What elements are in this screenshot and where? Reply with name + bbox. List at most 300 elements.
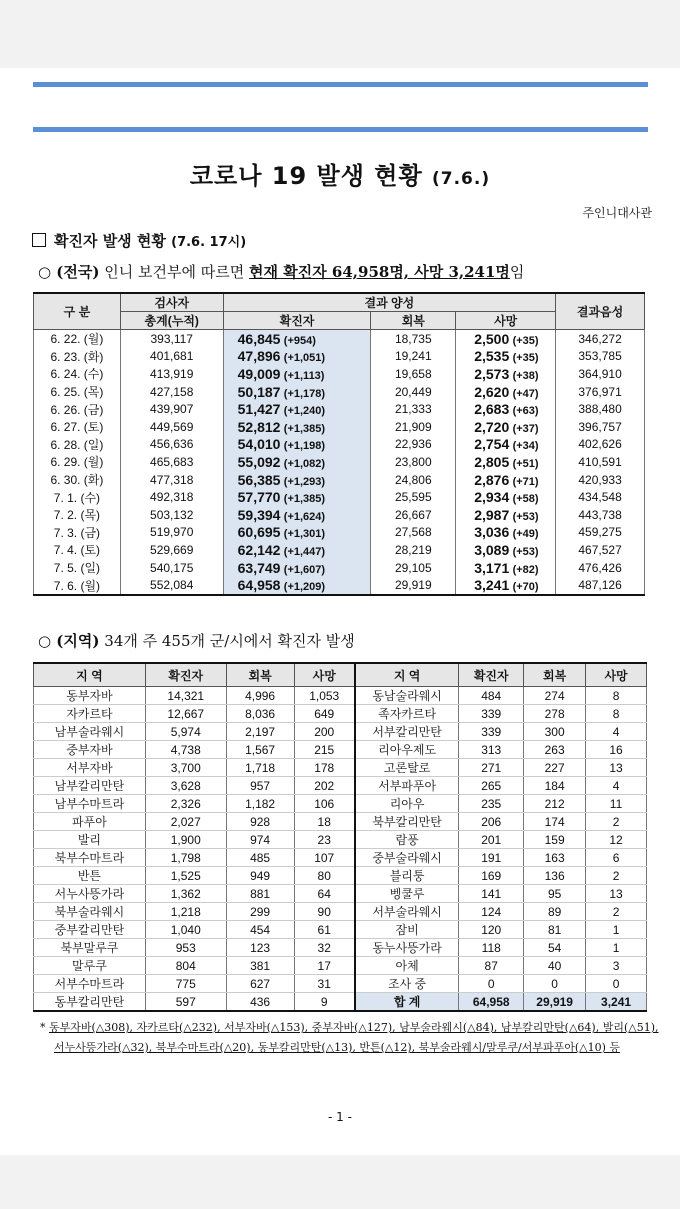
header-recovered-left: 회복 [226,663,294,687]
regional-row [34,759,647,777]
row-date: 6. 29. (월) [34,453,121,471]
row-tests: 492,318 [120,488,223,506]
row-deaths: 2,620 [474,383,510,400]
region-name: 아체 [355,957,459,975]
row-deaths: 2,934 [474,489,510,506]
row-confirmed-delta: (+1,178) [283,387,326,400]
row-confirmed-delta: (+1,447) [283,545,326,558]
region-confirmed: 953 [145,939,226,957]
region-deaths: 178 [294,759,355,777]
row-recovered: 29,105 [371,559,456,577]
top-accent-bar [33,82,648,87]
region-deaths: 64 [294,885,355,903]
region-confirmed: 141 [459,885,524,903]
region-recovered: 381 [226,957,294,975]
row-deaths-delta: (+38) [512,369,539,382]
row-deaths-delta: (+51) [512,457,539,470]
region-deaths: 17 [294,957,355,975]
title-date: (7.6.) [432,169,491,189]
row-confirmed: 52,812 [237,418,281,435]
region-recovered: 136 [524,867,586,885]
region-confirmed: 339 [459,705,524,723]
region-recovered: 8,036 [226,705,294,723]
row-date: 7. 3. (금) [34,524,121,542]
row-deaths: 3,036 [474,524,510,541]
row-confirmed-cell [223,471,371,489]
region-recovered: 1,567 [226,741,294,759]
region-deaths: 202 [294,777,355,795]
row-recovered: 23,800 [371,453,456,471]
row-confirmed: 60,695 [237,524,281,541]
row-deaths-cell [456,365,556,383]
row-confirmed-cell [223,348,371,366]
regional-row [34,831,647,849]
region-name: 동누사뜽가라 [355,939,459,957]
row-recovered: 27,568 [371,524,456,542]
row-confirmed-cell [223,559,371,577]
national-row [34,524,645,542]
total-confirmed: 64,958 [459,993,524,1012]
header-deaths-left: 사망 [294,663,355,687]
region-name: 리아우제도 [355,741,459,759]
region-name: 중부자바 [34,741,146,759]
national-row [34,471,645,489]
region-confirmed: 1,362 [145,885,226,903]
row-deaths-cell [456,330,556,348]
total-label: 합 계 [355,993,459,1012]
row-date: 6. 24. (수) [34,365,121,383]
region-name: 중부칼리만탄 [34,921,146,939]
row-deaths-cell [456,559,556,577]
row-deaths-cell [456,488,556,506]
row-deaths-cell [456,541,556,559]
row-confirmed: 50,187 [237,383,281,400]
row-confirmed-cell [223,418,371,436]
row-confirmed-delta: (+1,113) [283,369,325,382]
row-date: 7. 4. (토) [34,541,121,559]
row-confirmed-cell [223,506,371,524]
row-recovered: 25,595 [371,488,456,506]
row-negative: 443,738 [556,506,645,524]
national-highlight: 현재 확진자 64,958명, 사망 3,241명 [249,263,510,281]
region-recovered: 123 [226,939,294,957]
header-region-right: 지 역 [355,663,459,687]
page-title: 코로나 19 발생 현황 (7.6.) [189,162,491,190]
row-date: 6. 27. (토) [34,418,121,436]
row-confirmed: 59,394 [237,506,281,523]
region-name: 남부수마트라 [34,795,146,813]
region-recovered: 227 [524,759,586,777]
region-confirmed: 124 [459,903,524,921]
region-confirmed: 775 [145,975,226,993]
region-deaths: 12 [586,831,647,849]
region-name: 조사 중 [355,975,459,993]
row-deaths-cell [456,524,556,542]
region-confirmed: 1,525 [145,867,226,885]
region-confirmed: 191 [459,849,524,867]
region-recovered: 81 [524,921,586,939]
region-deaths: 1 [586,939,647,957]
region-recovered: 300 [524,723,586,741]
row-deaths: 3,171 [474,559,510,576]
header-result-positive: 결과 양성 [223,293,556,312]
row-negative: 434,548 [556,488,645,506]
row-tests: 540,175 [120,559,223,577]
row-negative: 376,971 [556,383,645,401]
region-name: 북부술라웨시 [34,903,146,921]
page-number: - 1 - [328,1110,352,1124]
row-confirmed-cell [223,436,371,454]
region-name: 벵쿨루 [355,885,459,903]
region-name: 고론탈로 [355,759,459,777]
row-tests: 552,084 [120,576,223,595]
region-confirmed: 339 [459,723,524,741]
region-name: 서부파푸아 [355,777,459,795]
header-tests-sub: 총계(누적) [120,312,223,330]
region-name: 서부수마트라 [34,975,146,993]
row-deaths-cell [456,471,556,489]
region-recovered: 974 [226,831,294,849]
region-deaths: 4 [586,777,647,795]
row-deaths-delta: (+37) [512,422,539,435]
row-tests: 427,158 [120,383,223,401]
row-deaths: 2,805 [474,453,510,470]
region-name: 북부칼리만탄 [355,813,459,831]
row-deaths-cell [456,418,556,436]
region-deaths: 649 [294,705,355,723]
row-deaths-delta: (+47) [512,387,539,400]
row-deaths-cell [456,348,556,366]
square-bullet-icon [32,233,46,247]
regional-row [34,975,647,993]
header-division: 구 분 [34,293,121,330]
region-confirmed: 169 [459,867,524,885]
regional-row [34,687,647,705]
row-deaths: 2,683 [474,401,510,418]
region-confirmed: 235 [459,795,524,813]
regional-row [34,939,647,957]
row-negative: 476,426 [556,559,645,577]
regional-row [34,705,647,723]
row-deaths: 2,754 [474,436,510,453]
row-negative: 396,757 [556,418,645,436]
row-date: 7. 5. (일) [34,559,121,577]
row-deaths: 2,987 [474,506,510,523]
region-deaths: 8 [586,687,647,705]
row-deaths-delta: (+35) [512,352,539,365]
row-deaths-delta: (+53) [512,510,539,523]
region-recovered: 627 [226,975,294,993]
row-tests: 477,318 [120,471,223,489]
region-deaths: 215 [294,741,355,759]
region-confirmed: 2,326 [145,795,226,813]
region-confirmed: 4,738 [145,741,226,759]
row-negative: 388,480 [556,400,645,418]
region-deaths: 4 [586,723,647,741]
row-confirmed-delta: (+1,082) [283,457,326,470]
region-name: 서부칼리만탄 [355,723,459,741]
regional-table [33,662,647,1012]
region-deaths: 3 [586,957,647,975]
national-row [34,418,645,436]
region-recovered: 184 [524,777,586,795]
region-deaths: 90 [294,903,355,921]
region-name: 반튼 [34,867,146,885]
row-deaths-cell [456,453,556,471]
header-deaths-right: 사망 [586,663,647,687]
region-confirmed: 3,628 [145,777,226,795]
regional-row [34,777,647,795]
row-confirmed: 62,142 [237,541,281,558]
row-tests: 401,681 [120,348,223,366]
issuer-label: 주인니대사관 [582,206,652,220]
region-confirmed: 5,974 [145,723,226,741]
region-name: 파푸아 [34,813,146,831]
row-confirmed-delta: (+1,198) [283,440,326,453]
row-tests: 449,569 [120,418,223,436]
row-confirmed-cell [223,541,371,559]
header-confirmed: 확진자 [223,312,371,330]
national-row [34,576,645,595]
row-date: 6. 30. (화) [34,471,121,489]
footnote-line-2: 서누사뜽가라(△32), 북부수마트라(△20), 동부칼리만탄(△13), 반튼(△12), 북부술라웨시/말루쿠/서부파푸아(△10) 등 [54,1041,620,1054]
row-confirmed: 51,427 [237,401,281,418]
region-deaths: 13 [586,759,647,777]
region-recovered: 1,182 [226,795,294,813]
regional-row [34,849,647,867]
national-row [34,365,645,383]
row-confirmed: 47,896 [237,348,281,365]
row-date: 6. 28. (일) [34,436,121,454]
region-recovered: 274 [524,687,586,705]
region-recovered: 949 [226,867,294,885]
total-recovered: 29,919 [524,993,586,1012]
region-name: 남부칼리만탄 [34,777,146,795]
row-date: 6. 25. (목) [34,383,121,401]
region-name: 잠비 [355,921,459,939]
row-negative: 364,910 [556,365,645,383]
region-recovered: 881 [226,885,294,903]
national-row [34,330,645,348]
row-deaths-cell [456,506,556,524]
row-confirmed-delta: (+954) [283,334,316,347]
header-confirmed-left: 확진자 [145,663,226,687]
row-confirmed: 57,770 [237,489,281,506]
region-confirmed: 206 [459,813,524,831]
row-confirmed-cell [223,365,371,383]
regional-row [34,795,647,813]
region-deaths: 23 [294,831,355,849]
row-confirmed-cell [223,453,371,471]
region-recovered: 159 [524,831,586,849]
region-confirmed: 118 [459,939,524,957]
row-confirmed: 55,092 [237,453,281,470]
row-deaths: 2,500 [474,330,510,347]
row-confirmed-cell [223,383,371,401]
header-tests: 검사자 [120,293,223,312]
row-confirmed-cell [223,488,371,506]
row-recovered: 21,333 [371,400,456,418]
region-recovered: 212 [524,795,586,813]
region-confirmed: 14,321 [145,687,226,705]
row-confirmed-delta: (+1,240) [283,405,326,418]
row-confirmed-cell [223,524,371,542]
region-confirmed: 0 [459,975,524,993]
row-negative: 459,275 [556,524,645,542]
row-recovered: 28,219 [371,541,456,559]
region-name: 자카르타 [34,705,146,723]
regional-row [34,921,647,939]
row-date: 6. 22. (월) [34,330,121,348]
regional-row [34,867,647,885]
national-row [34,488,645,506]
header-region-left: 지 역 [34,663,146,687]
row-tests: 393,117 [120,330,223,348]
region-recovered: 89 [524,903,586,921]
region-deaths: 200 [294,723,355,741]
row-confirmed-delta: (+1,385) [283,493,326,506]
row-confirmed-delta: (+1,385) [283,422,326,435]
footnote [40,1018,660,1058]
row-confirmed: 63,749 [237,559,281,576]
region-confirmed: 201 [459,831,524,849]
region-recovered: 174 [524,813,586,831]
row-deaths: 2,573 [474,365,510,382]
regional-row [34,813,647,831]
region-deaths: 2 [586,867,647,885]
region-deaths: 80 [294,867,355,885]
regional-row [34,723,647,741]
national-summary: ○ (전국) 인니 보건부에 따르면 현재 확진자 64,958명, 사망 3,241명임 [38,263,525,281]
national-table [33,292,645,596]
region-deaths: 106 [294,795,355,813]
region-deaths: 32 [294,939,355,957]
row-deaths-cell [456,400,556,418]
row-tests: 529,669 [120,541,223,559]
row-tests: 456,636 [120,436,223,454]
region-name: 말루쿠 [34,957,146,975]
row-recovered: 20,449 [371,383,456,401]
regional-summary: ○ (지역) 34개 주 455개 군/시에서 확진자 발생 [38,632,355,650]
row-negative: 410,591 [556,453,645,471]
row-recovered: 29,919 [371,576,456,595]
region-recovered: 485 [226,849,294,867]
region-deaths: 31 [294,975,355,993]
row-negative: 467,527 [556,541,645,559]
row-recovered: 21,909 [371,418,456,436]
row-deaths-delta: (+53) [512,545,539,558]
row-deaths-delta: (+71) [512,475,539,488]
region-deaths: 13 [586,885,647,903]
row-deaths-delta: (+58) [512,493,539,506]
row-recovered: 26,667 [371,506,456,524]
row-confirmed-delta: (+1,301) [283,528,326,541]
row-confirmed: 56,385 [237,471,281,488]
row-tests: 439,907 [120,400,223,418]
row-deaths-delta: (+35) [512,334,539,347]
row-confirmed-delta: (+1,607) [283,563,326,576]
row-deaths-delta: (+70) [512,581,539,594]
region-name: 서부술라웨시 [355,903,459,921]
row-recovered: 24,806 [371,471,456,489]
title-underline-bar [33,127,648,132]
row-date: 6. 23. (화) [34,348,121,366]
region-confirmed: 804 [145,957,226,975]
region-recovered: 4,996 [226,687,294,705]
row-deaths-delta: (+82) [512,563,539,576]
region-confirmed: 1,218 [145,903,226,921]
row-recovered: 18,735 [371,330,456,348]
region-name: 북부말루쿠 [34,939,146,957]
region-confirmed: 1,900 [145,831,226,849]
row-confirmed: 49,009 [237,365,281,382]
region-name: 리아우 [355,795,459,813]
region-recovered: 2,197 [226,723,294,741]
region-deaths: 6 [586,849,647,867]
region-name: 람풍 [355,831,459,849]
regional-row [34,741,647,759]
regional-row [34,993,647,1012]
region-confirmed: 1,040 [145,921,226,939]
row-negative: 353,785 [556,348,645,366]
region-deaths: 9 [294,993,355,1012]
header-recovered-right: 회복 [524,663,586,687]
region-name: 동부칼리만탄 [34,993,146,1012]
national-row [34,400,645,418]
row-date: 7. 1. (수) [34,488,121,506]
row-negative: 487,126 [556,576,645,595]
row-negative: 420,933 [556,471,645,489]
region-recovered: 957 [226,777,294,795]
row-date: 7. 2. (목) [34,506,121,524]
region-confirmed: 2,027 [145,813,226,831]
row-date: 7. 6. (월) [34,576,121,595]
region-name: 서누사뜽가라 [34,885,146,903]
region-name: 블리퉁 [355,867,459,885]
row-deaths-cell [456,383,556,401]
row-confirmed: 46,845 [237,330,281,347]
row-negative: 346,272 [556,330,645,348]
row-deaths: 3,241 [474,577,510,594]
region-deaths: 2 [586,903,647,921]
regional-row [34,885,647,903]
region-confirmed: 3,700 [145,759,226,777]
row-confirmed: 54,010 [237,436,281,453]
row-confirmed-cell [223,400,371,418]
national-row [34,383,645,401]
region-recovered: 436 [226,993,294,1012]
national-row [34,559,645,577]
national-row [34,348,645,366]
row-deaths: 2,876 [474,471,510,488]
region-recovered: 299 [226,903,294,921]
region-recovered: 928 [226,813,294,831]
row-deaths-cell [456,576,556,595]
region-deaths: 1,053 [294,687,355,705]
row-confirmed-delta: (+1,051) [283,352,326,365]
row-deaths-delta: (+34) [512,440,539,453]
national-row [34,453,645,471]
region-name: 동남술라웨시 [355,687,459,705]
region-confirmed: 87 [459,957,524,975]
row-negative: 402,626 [556,436,645,454]
row-recovered: 19,241 [371,348,456,366]
region-confirmed: 597 [145,993,226,1012]
row-deaths-delta: (+49) [512,528,539,541]
region-deaths: 16 [586,741,647,759]
row-tests: 519,970 [120,524,223,542]
row-deaths-cell [456,436,556,454]
